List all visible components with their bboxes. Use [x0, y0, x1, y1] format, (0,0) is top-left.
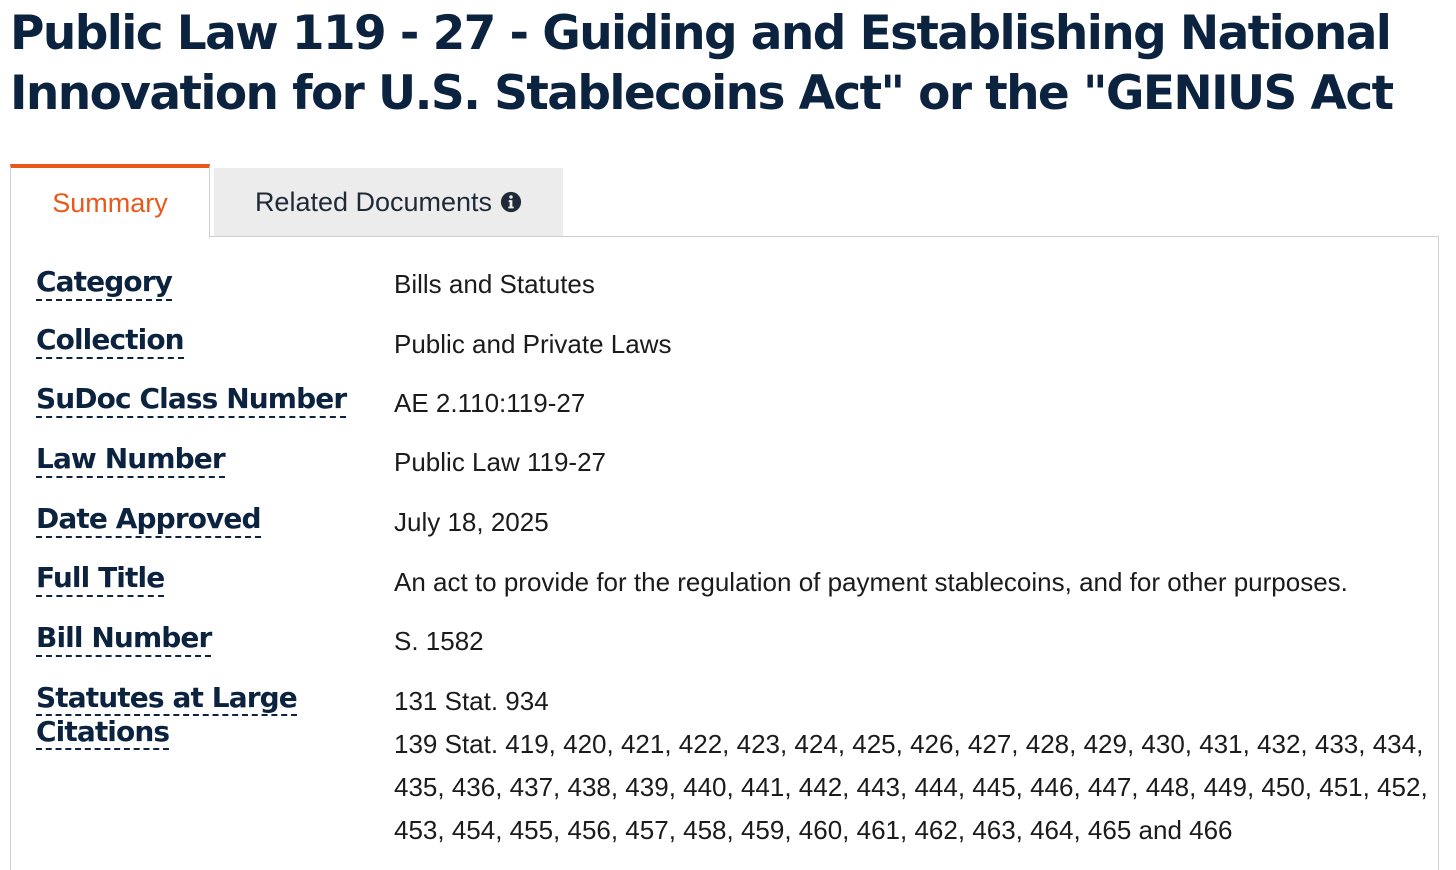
info-circle-icon — [500, 191, 522, 213]
category-value: Bills and Statutes — [394, 269, 595, 299]
sudoc-class-number-label[interactable]: SuDoc Class Number — [36, 382, 346, 418]
full-title-label[interactable]: Full Title — [36, 561, 164, 597]
date-approved-value: July 18, 2025 — [394, 507, 549, 537]
tab-related-documents[interactable] — [214, 168, 563, 236]
full-title-value: An act to provide for the regulation of payment stablecoins, and for other purposes. — [394, 567, 1348, 597]
tab-related-documents-label: Related Documents — [254, 186, 493, 217]
tab-summary-label: Summary — [52, 187, 168, 218]
collection-value: Public and Private Laws — [394, 329, 672, 359]
law-number-label[interactable]: Law Number — [36, 442, 225, 478]
statutes-line: 453, 454, 455, 456, 457, 458, 459, 460, 461, 462, 463, 464, 465 and 466 — [394, 815, 1233, 845]
tab-bar — [10, 164, 1440, 238]
statutes-at-large-value — [394, 680, 1434, 852]
collection-label[interactable]: Collection — [36, 323, 184, 359]
statutes-line: 139 Stat. 419, 420, 421, 422, 423, 424, 425, 426, 427, 428, 429, 430, 431, 432, 433, 434, — [394, 729, 1424, 759]
statutes-label-line2: Citations — [36, 715, 170, 748]
statutes-at-large-label[interactable] — [36, 681, 297, 749]
date-approved-label[interactable]: Date Approved — [36, 502, 261, 538]
sudoc-class-number-value: AE 2.110:119-27 — [394, 388, 586, 418]
law-number-value: Public Law 119-27 — [394, 447, 606, 477]
bill-number-label[interactable]: Bill Number — [36, 621, 211, 657]
statutes-label-line1: Statutes at Large — [36, 681, 297, 714]
statutes-line: 131 Stat. 934 — [394, 686, 549, 716]
summary-panel — [10, 236, 1439, 870]
statutes-line: 435, 436, 437, 438, 439, 440, 441, 442, 443, 444, 445, 446, 447, 448, 449, 450, 451, 452, — [394, 772, 1428, 802]
category-label[interactable]: Category — [36, 265, 172, 301]
page-title: Public Law 119 - 27 - Guiding and Establishing National Innovation for U.S. Stablecoins Act" or the "GENIUS Act — [10, 6, 1393, 121]
tab-summary[interactable] — [10, 164, 210, 238]
bill-number-value: S. 1582 — [394, 626, 484, 656]
